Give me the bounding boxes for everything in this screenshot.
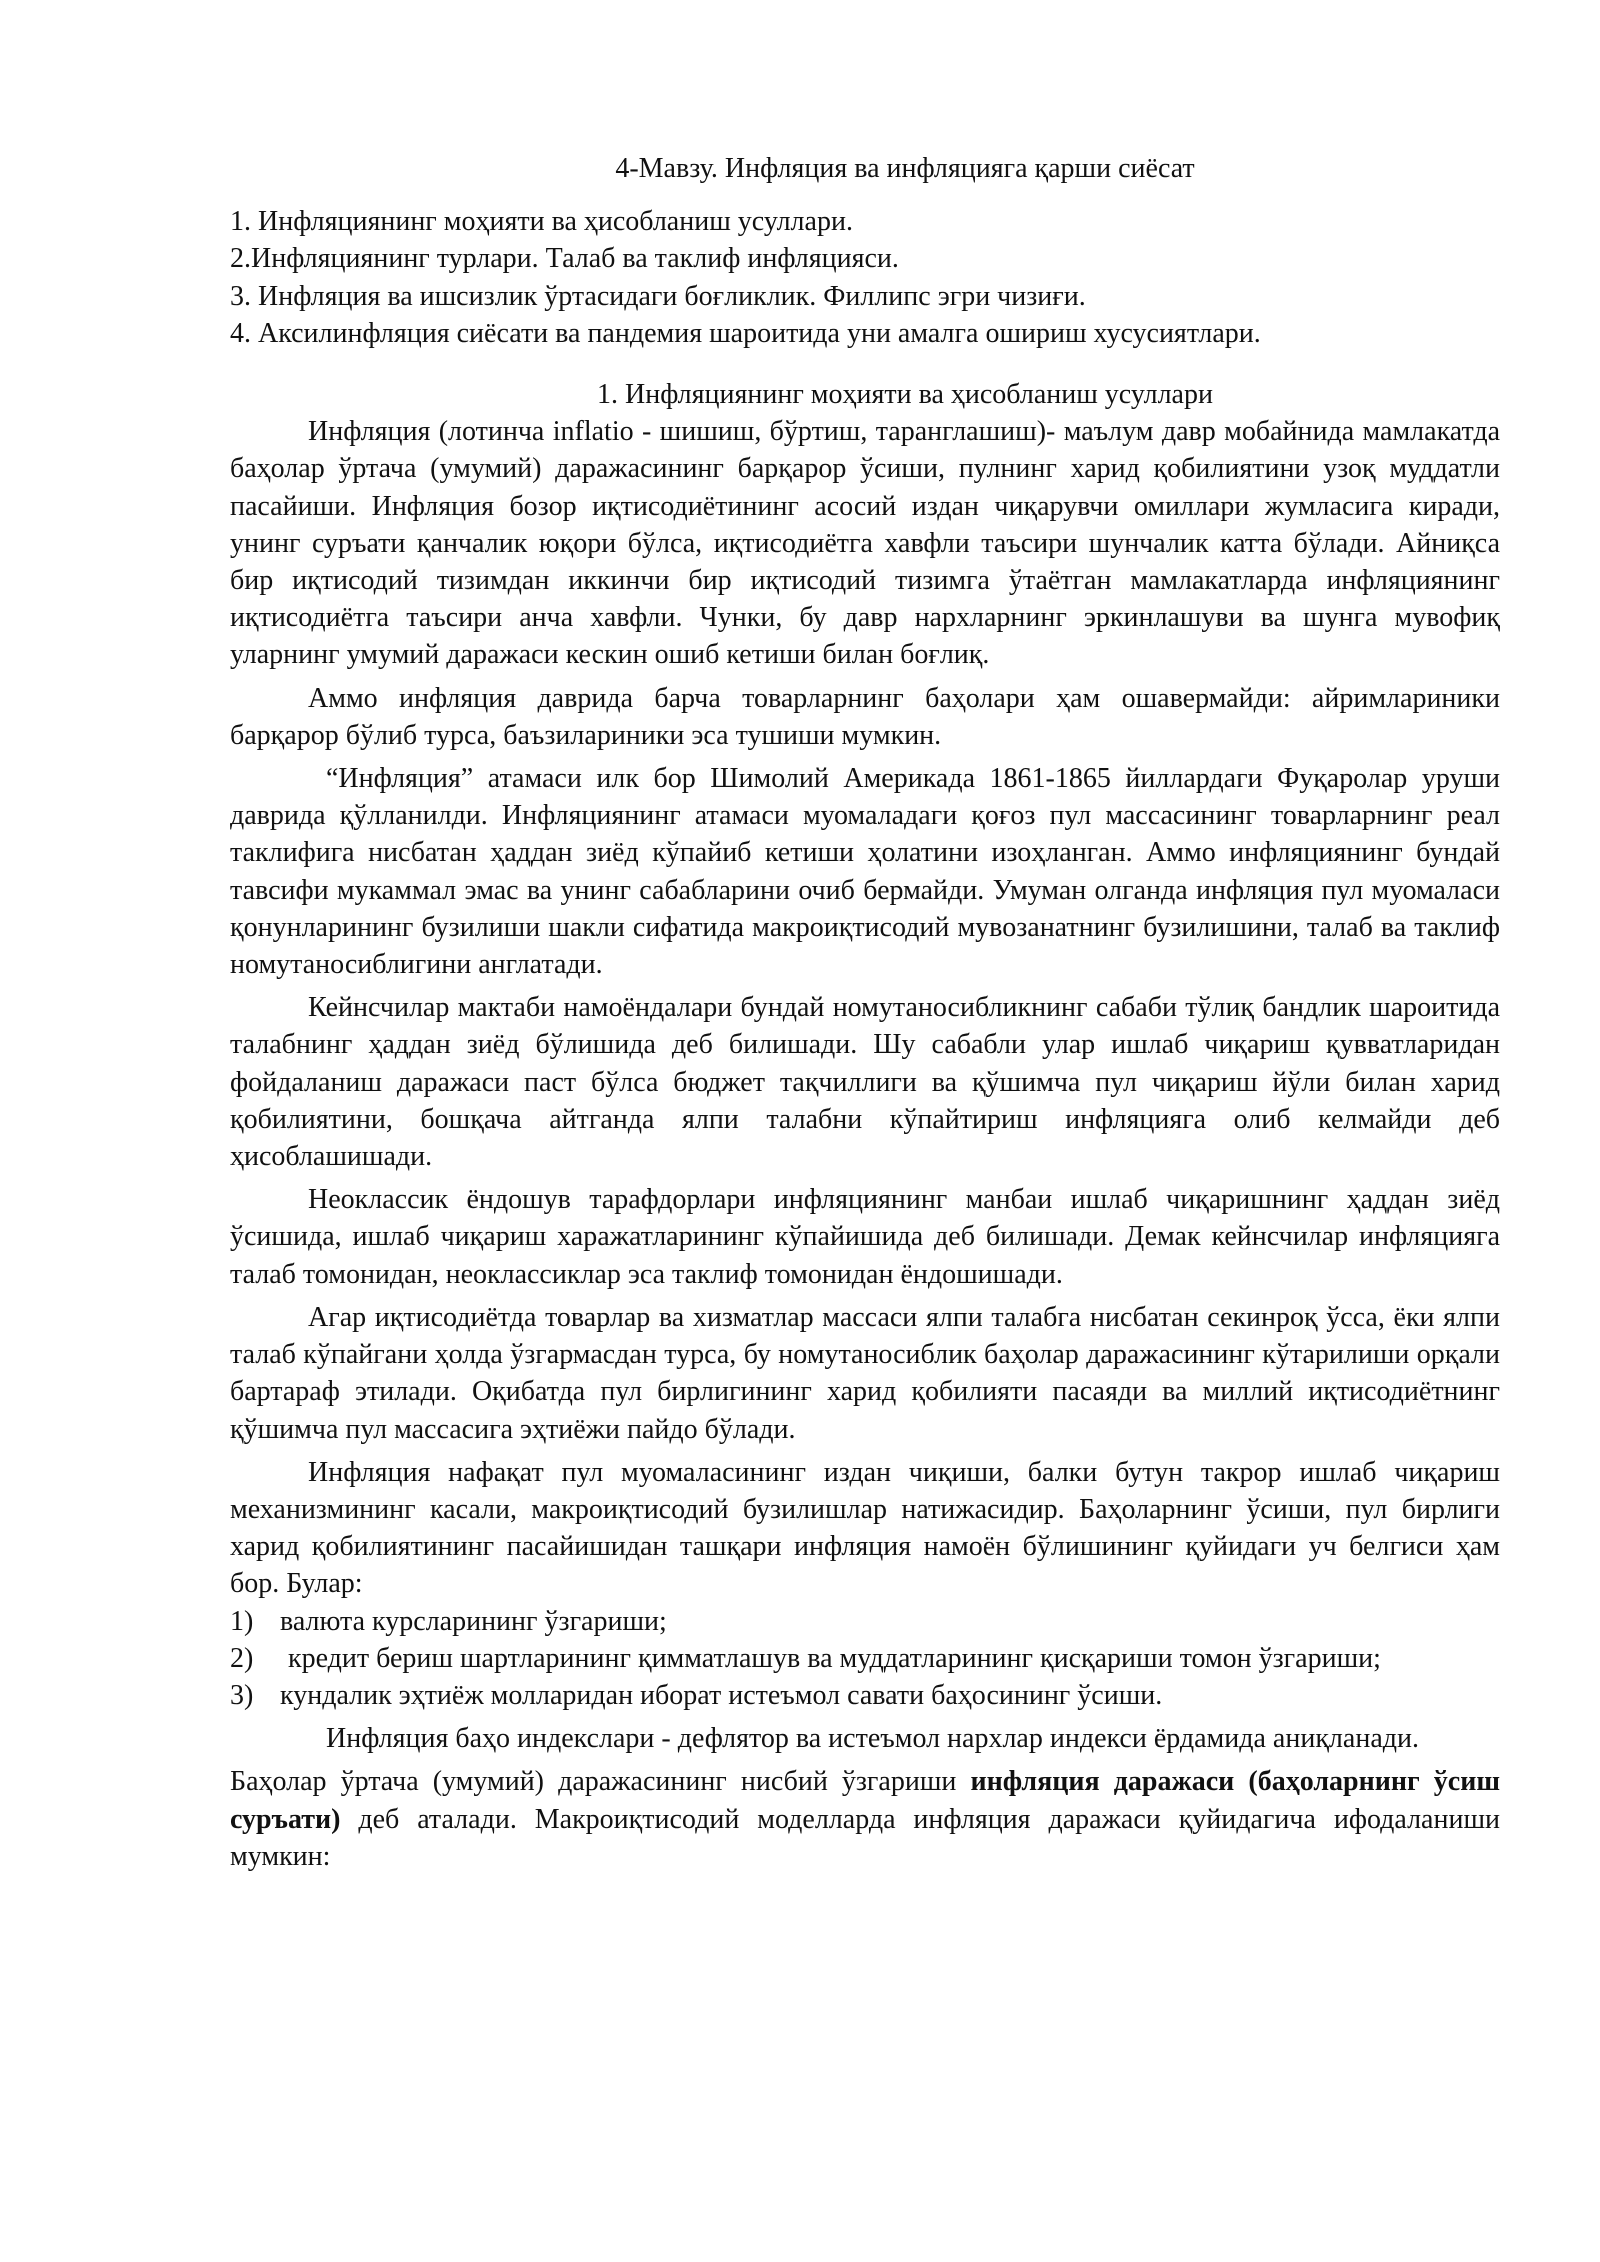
table-of-contents [230, 203, 1500, 352]
toc-item: 1. Инфляциянинг моҳияти ва ҳисобланиш усуллари. [230, 206, 853, 238]
text-run: Баҳолар ўртача (умумий) даражасининг нисбий ўзгариши [230, 1766, 971, 1798]
list-number: 1) [230, 1605, 254, 1637]
paragraph-inflation-rate [230, 1763, 1500, 1875]
toc-item: 4. Аксилинфляция сиёсати ва пандемия шароитида уни амалга ошириш хусусиятлари. [230, 317, 1261, 349]
signs-list [230, 1603, 1500, 1715]
toc-item: 2.Инфляциянинг турлари. Талаб ва таклиф инфляцияси. [230, 243, 899, 275]
paragraph-indices: Инфляция баҳо индекслари - дефлятор ва истеъмол нархлар индекси ёрдамида аниқланади. [326, 1723, 1419, 1755]
paragraph-prices: Аммо инфляция даврида барча товарларнинг баҳолари ҳам ошавермайди: айримлариники барқарор бўлиб турса, баъзилариники эса тушиши мумкин. [230, 682, 1500, 751]
list-number: 3) [230, 1679, 254, 1711]
list-text: кундалик эҳтиёж молларидан иборат истеъмол савати баҳосининг ўсиши. [280, 1679, 1163, 1711]
list-item [230, 1677, 1500, 1714]
list-item [230, 1603, 1500, 1640]
list-text: валюта курсларининг ўзгариши; [280, 1605, 667, 1637]
paragraph-imbalance: Агар иқтисодиётда товарлар ва хизматлар массаси ялпи талабга нисбатан секинроқ ўсса, ёки ялпи талаб кўпайгани ҳолда ўзгармасдан турса, бу номутаносиблик баҳолар даражасининг кўтарилиши орқали бартараф этилади. Оқибатда пул бирлигининг харид қобилияти пасаяди ва миллий иқтисодиётнинг қўшимча пул массасига эҳтиёжи пайдо бўлади. [230, 1301, 1500, 1445]
section-title: 1. Инфляциянинг моҳияти ва ҳисобланиш усуллари [597, 379, 1213, 411]
bold-term: инфляция даражаси (баҳоларнинг ўсиш суръати) [230, 1766, 1500, 1835]
list-text: кредит бериш шартларининг қимматлашув ва муддатларининг қисқариши томон ўзгариши; [288, 1642, 1381, 1674]
paragraph-signs: Инфляция нафақат пул муомаласининг издан чиқиши, балки бутун такрор ишлаб чиқариш механизмининг касали, макроиқтисодий бузилишлар натижасидир. Баҳоларнинг ўсиши, пул бирлиги харид қобилиятининг пасайишидан ташқари инфляция намоён бўлишининг қуйидаги уч белгиси ҳам бор. Булар: [230, 1456, 1500, 1600]
text-run: деб аталади. Макроиқтисодий моделларда инфляция даражаси қуйидагича ифодаланиши мумкин: [230, 1803, 1500, 1872]
toc-item: 3. Инфляция ва ишсизлик ўртасидаги боғликлик. Филлипс эгри чизиғи. [230, 280, 1086, 312]
paragraph-keynesians: Кейнсчилар мактаби намоёндалари бундай номутаносибликнинг сабаби тўлиқ бандлик шароитида талабнинг ҳаддан зиёд бўлишида деб билишади. Шу сабабли улар ишлаб чиқариш қувватларидан фойдаланиш даражаси паст бўлса бюджет тақчиллиги ва қўшимча пул чиқариш йўли билан харид қобилиятини, бошқача айтганда ялпи талабни кўпайтириш инфляцияга олиб келмайди деб ҳисоблашишади. [230, 992, 1500, 1173]
list-number: 2) [230, 1642, 254, 1674]
document-title: 4-Мавзу. Инфляция ва инфляцияга қарши сиёсат [615, 153, 1195, 184]
list-item [230, 1640, 1500, 1677]
paragraph-definition: Инфляция (лотинча inflatio - шишиш, бўртиш, таранглашиш)- маълум давр мобайнида мамлакатда баҳолар ўртача (умумий) даражасининг барқарор ўсиши, пулнинг харид қобилиятини узоқ муддатли пасайиши. Инфляция бозор иқтисодиётининг асосий издан чиқарувчи омиллари жумласига киради, унинг суръати қанчалик юқори бўлса, иқтисодиётга хавфли таъсири шунчалик катта бўлади. Айниқса бир иқтисодий тизимдан иккинчи бир иқтисодий тизимга ўтаётган мамлакатларда инфляциянинг иқтисодиётга таъсири анча хавфли. Чунки, бу давр нархларнинг эркинлашуви ва шунга мувофиқ уларнинг умумий даражаси кескин ошиб кетиши билан боғлиқ. [230, 416, 1500, 671]
paragraph-neoclassical: Неоклассик ёндошув тарафдорлари инфляциянинг манбаи ишлаб чиқаришнинг ҳаддан зиёд ўсишида, ишлаб чиқариш харажатларининг кўпайишида деб билишади. Демак кейнсчилар инфляцияга талаб томонидан, неоклассиклар эса таклиф томонидан ёндошишади. [230, 1184, 1500, 1290]
paragraph-history: “Инфляция” атамаси илк бор Шимолий Америкада 1861-1865 йиллардаги Фуқаролар уруши даврида қўлланилди. Инфляциянинг атамаси муомаладаги қоғоз пул массасининг товарларнинг реал таклифига нисбатан ҳаддан зиёд кўпайиб кетиши ҳолатини изоҳланган. Аммо инфляциянинг бундай тавсифи мукаммал эмас ва унинг сабабларини очиб бермайди. Умуман олганда инфляция пул муомаласи қонунларининг бузилиши шакли сифатида макроиқтисодий мувозанатнинг бузилишини, талаб ва таклиф номутаносиблигини англатади. [230, 763, 1500, 981]
